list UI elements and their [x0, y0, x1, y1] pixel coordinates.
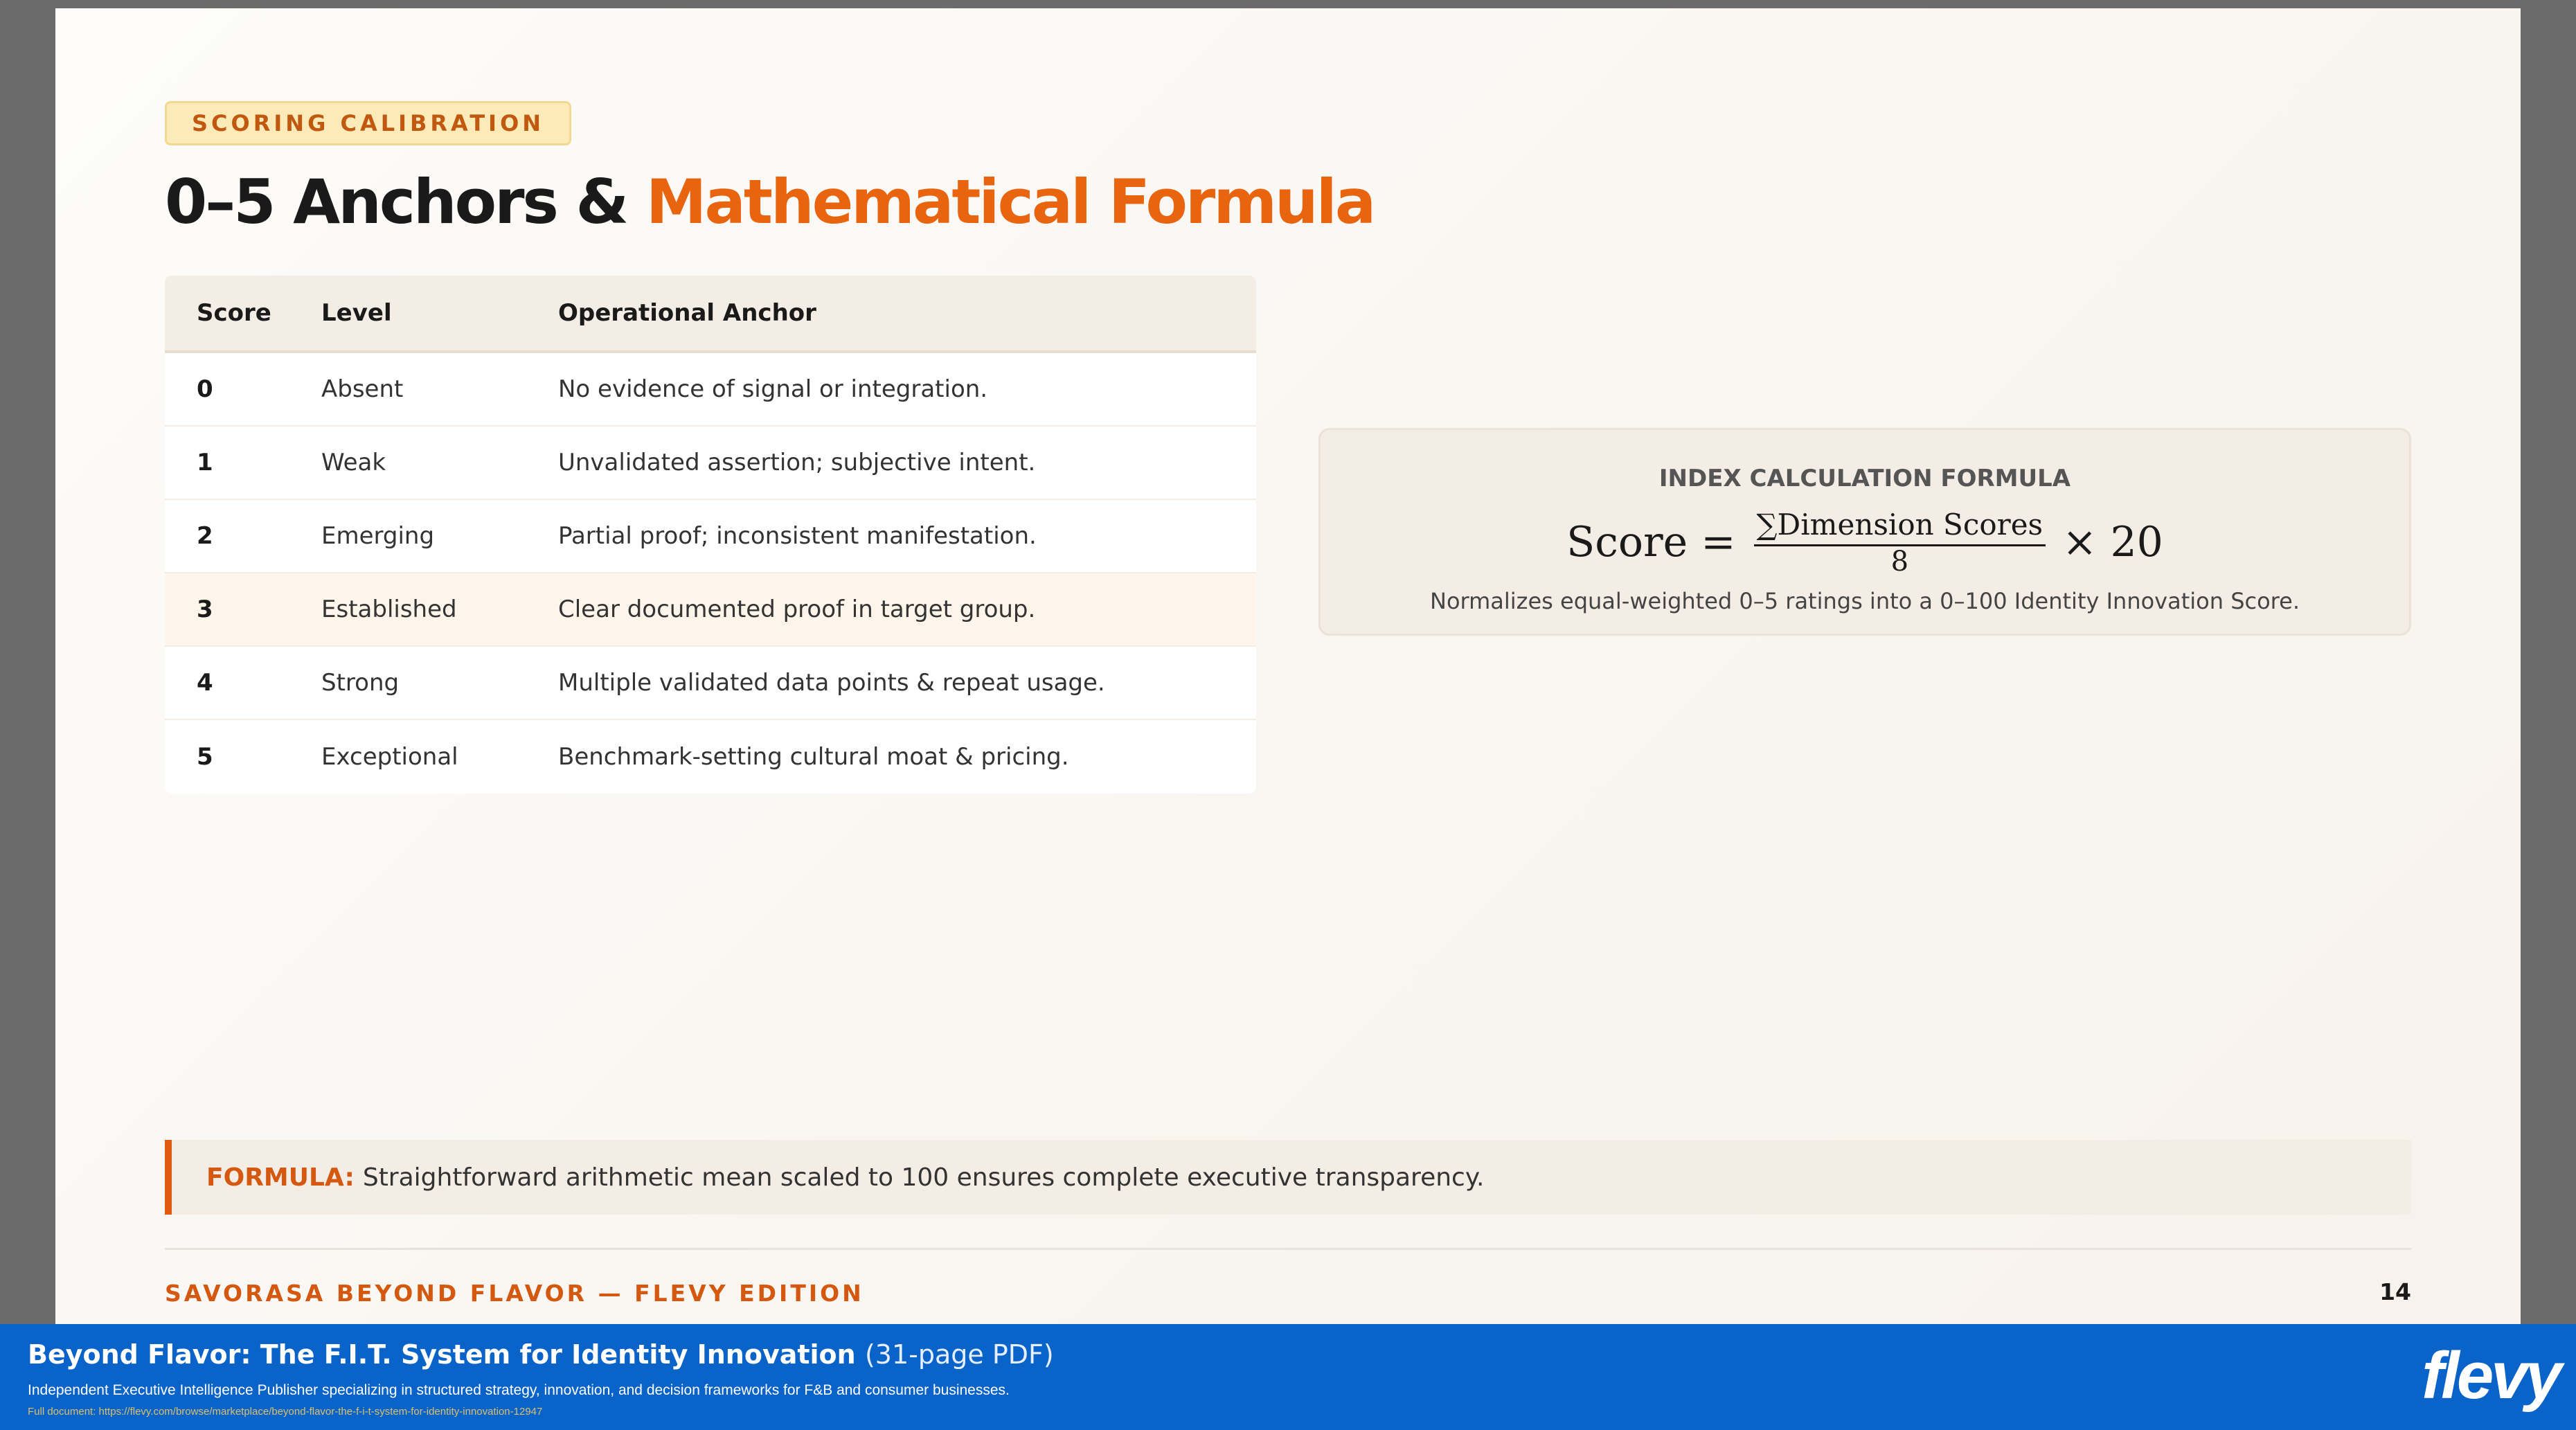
table-header: [165, 276, 1256, 353]
cell-anchor: Clear documented proof in target group.: [558, 596, 1036, 623]
table-row: [165, 427, 1256, 500]
formula-fraction: [1754, 508, 2046, 577]
anchors-table: [165, 276, 1256, 794]
formula-equation: [1321, 508, 2409, 577]
cell-anchor: Unvalidated assertion; subjective intent.: [558, 449, 1036, 476]
cell-level: Established: [321, 596, 457, 623]
banner-subtitle: Independent Executive Intelligence Publisher specializing in structured strategy, innovation, and decision frameworks for F&B and consumer businesses.: [28, 1382, 1010, 1398]
slide: [55, 8, 2521, 1324]
footer-divider: [165, 1248, 2411, 1250]
formula-rhs: × 20: [2062, 518, 2163, 566]
callout-label: FORMULA:: [206, 1163, 355, 1192]
banner-title[interactable]: [28, 1339, 1054, 1370]
cell-score: 2: [197, 522, 213, 550]
cell-score: 1: [197, 449, 213, 476]
table-row: [165, 720, 1256, 794]
cell-level: Exceptional: [321, 743, 458, 771]
table-row: [165, 647, 1256, 720]
cell-score: 0: [197, 375, 213, 403]
title-main: 0–5 Anchors &: [165, 166, 646, 238]
header-anchor: Operational Anchor: [558, 299, 816, 327]
callout-text: Straightforward arithmetic mean scaled to 100 ensures complete executive transparency.: [362, 1163, 1485, 1192]
page-title: [165, 166, 1374, 238]
table-row: [165, 500, 1256, 573]
cell-level: Weak: [321, 449, 386, 476]
cell-anchor: No evidence of signal or integration.: [558, 375, 988, 403]
cell-anchor: Partial proof; inconsistent manifestation.: [558, 522, 1037, 550]
formula-callout: [165, 1140, 2411, 1215]
cell-anchor: Multiple validated data points & repeat usage.: [558, 669, 1105, 697]
formula-card: [1318, 428, 2411, 636]
formula-numerator: ∑Dimension Scores: [1754, 508, 2046, 546]
formula-label: INDEX CALCULATION FORMULA: [1658, 465, 2071, 492]
banner-title-text: Beyond Flavor: The F.I.T. System for Identity Innovation: [28, 1339, 856, 1370]
header-level: Level: [321, 299, 392, 327]
table-row-highlighted: [165, 573, 1256, 647]
formula-note: Normalizes equal-weighted 0–5 ratings into a 0–100 Identity Innovation Score.: [1430, 588, 2300, 614]
cell-level: Emerging: [321, 522, 435, 550]
header-score: Score: [197, 299, 271, 327]
page-number: 14: [2379, 1278, 2411, 1305]
section-badge: SCORING CALIBRATION: [165, 101, 571, 145]
cell-score: 5: [197, 743, 213, 771]
table-row: [165, 353, 1256, 427]
cell-score: 4: [197, 669, 213, 697]
formula-lhs: Score =: [1566, 518, 1736, 566]
banner-pages: (31-page PDF): [864, 1339, 1054, 1370]
cell-level: Strong: [321, 669, 400, 697]
cell-level: Absent: [321, 375, 404, 403]
title-accent: Mathematical Formula: [645, 166, 1375, 238]
flevy-logo[interactable]: flevy: [2422, 1339, 2559, 1413]
document-banner: [0, 1324, 2576, 1430]
footer-brand: SAVORASA BEYOND FLAVOR — FLEVY EDITION: [165, 1280, 864, 1307]
banner-url-link[interactable]: Full document: https://flevy.com/browse/marketplace/beyond-flavor-the-f-i-t-system-for-identity-innovation-12947: [28, 1406, 543, 1418]
cell-anchor: Benchmark-setting cultural moat & pricing.: [558, 743, 1069, 771]
formula-denominator: 8: [1890, 546, 1909, 578]
cell-score: 3: [197, 596, 213, 623]
